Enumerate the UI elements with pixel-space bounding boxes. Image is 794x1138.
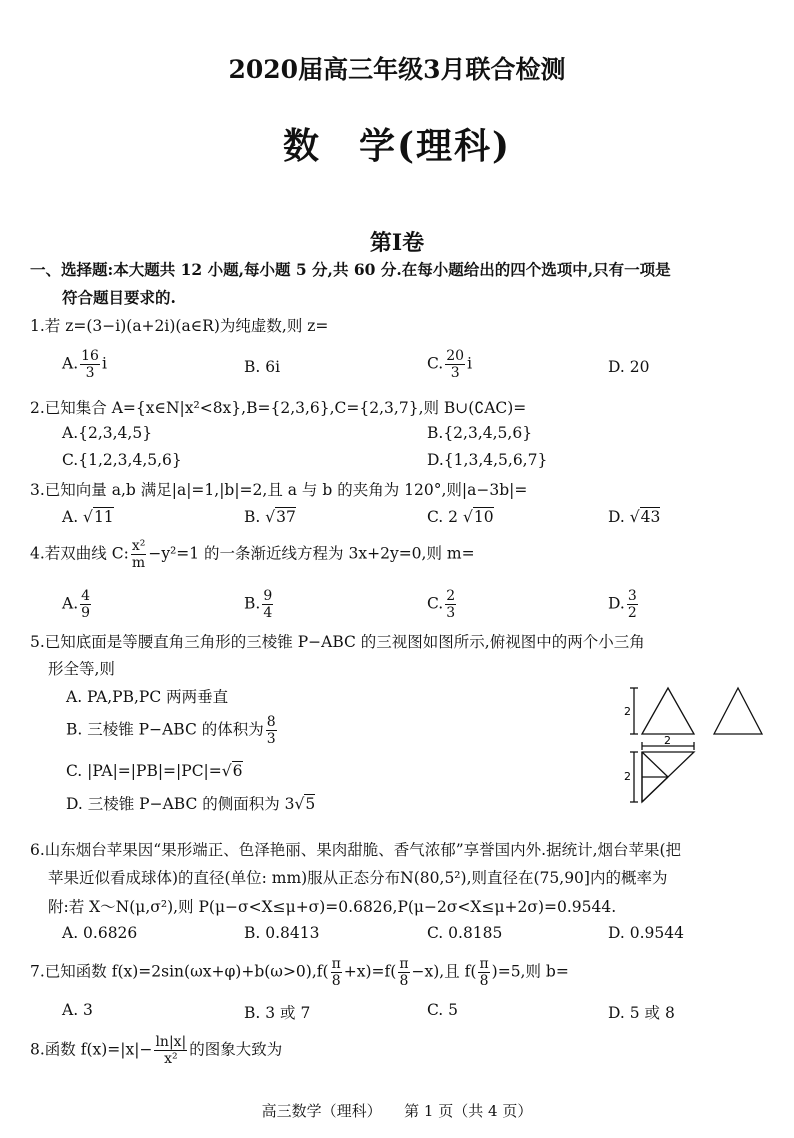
question-6-option-d: D. 0.9544 — [608, 924, 684, 942]
question-7-option-a: A. 3 — [62, 1001, 93, 1019]
question-5-option-b: B. 三棱锥 P−ABC 的体积为 $\frac{8}{3}$ — [66, 714, 276, 747]
question-4-option-d: D. $\frac{3}{2}$ — [608, 588, 637, 621]
question-2-option-b: B.{2,3,4,5,6} — [427, 424, 533, 442]
subject-title: 数 学(理科) — [282, 125, 512, 167]
top-view-width-label: 2 — [664, 734, 671, 747]
page-footer: 高三数学（理科） 第 1 页（共 4 页） — [261, 1102, 533, 1120]
question-2-option-a: A.{2,3,4,5} — [62, 424, 153, 442]
question-7-option-b: B. 3 或 7 — [244, 1004, 311, 1022]
exam-title: 2020届高三年级3月联合检测 — [228, 55, 566, 84]
question-2-option-d: D.{1,3,4,5,6,7} — [427, 451, 548, 469]
question-5-option-a: A. PA,PB,PC 两两垂直 — [66, 688, 229, 706]
question-1-option-c: C. $\frac{20}{3}$ i — [427, 348, 473, 381]
question-1-stem: 1.若 z=(3−i)(a+2i)(a∈R)为纯虚数,则 z= — [30, 317, 329, 335]
question-2-option-c: C.{1,2,3,4,5,6} — [62, 451, 182, 469]
question-7-stem: 7.已知函数 f(x)=2sin(ωx+φ)+b(ω>0),f( $\frac{\pi}{8}$ +x)=f( $\frac{\pi}{8}$ −x),且 f( $\frac{\pi}{8}$ )=5,则 b= — [30, 956, 569, 989]
question-5-option-c: C. |PA|=|PB|=|PC|=√6 — [66, 762, 243, 780]
front-view-height-label: 2 — [624, 705, 631, 718]
question-4-option-b: B. $\frac{9}{4}$ — [244, 588, 273, 621]
question-3-option-d: D. √43 — [608, 508, 661, 526]
question-3-option-b: B. √37 — [244, 508, 296, 526]
side-view-triangle — [714, 688, 762, 734]
section-instructions-line2: 符合题目要求的. — [62, 288, 176, 307]
volume-title: 第Ⅰ卷 — [369, 230, 425, 256]
top-view-height-label: 2 — [624, 770, 631, 783]
question-7-option-d: D. 5 或 8 — [608, 1004, 675, 1022]
question-1-option-d: D. 20 — [608, 358, 650, 376]
question-6-line3: 附:若 X～N(μ,σ²),则 P(μ−σ<X≤μ+σ)=0.6826,P(μ−2σ<X≤μ+2σ)=0.9544. — [48, 898, 617, 916]
question-8-stem: 8.函数 f(x)=|x|− $\frac{\ln|x|}{\text{x²}}$ 的图象大致为 — [30, 1034, 283, 1067]
question-5-option-d: D. 三棱锥 P−ABC 的侧面积为 3√5 — [66, 795, 316, 813]
question-3-option-c: C. 2 √10 — [427, 508, 494, 526]
question-6-line1: 6.山东烟台苹果因“果形端正、色泽艳丽、果肉甜脆、香气浓郁”享誉国内外.据统计,烟台苹果(把 — [30, 841, 682, 859]
question-4-option-c: C. $\frac{2}{3}$ — [427, 588, 456, 621]
question-7-option-c: C. 5 — [427, 1001, 459, 1019]
front-view-triangle — [642, 688, 694, 734]
question-1-option-a: A. $\frac{16}{3}$ i — [62, 348, 107, 381]
question-1-option-b: B. 6i — [244, 358, 281, 376]
question-6-option-c: C. 0.8185 — [427, 924, 503, 942]
question-4-stem: 4.若双曲线 C: $\frac{\text{x²}}{m}$ −y²=1 的一条渐近线方程为 3x+2y=0,则 m= — [30, 538, 475, 571]
question-6-option-a: A. 0.6826 — [62, 924, 138, 942]
question-3-option-a: A. √11 — [62, 508, 114, 526]
question-5-stem-line1: 5.已知底面是等腰直角三角形的三棱锥 P−ABC 的三视图如图所示,俯视图中的两个小三角 — [30, 633, 645, 651]
question-4-option-a: A. $\frac{4}{9}$ — [62, 588, 91, 621]
section-instructions-line1: 一、选择题:本大题共 12 小题,每小题 5 分,共 60 分.在每小题给出的四个选项中,只有一项是 — [30, 260, 671, 279]
question-6-option-b: B. 0.8413 — [244, 924, 320, 942]
question-2-stem: 2.已知集合 A={x∈N|x²<8x},B={2,3,6},C={2,3,7},则 B∪(∁AC)= — [30, 399, 527, 417]
three-view-figure — [626, 680, 766, 806]
question-3-stem: 3.已知向量 a,b 满足|a|=1,|b|=2,且 a 与 b 的夹角为 120°,则|a−3b|= — [30, 481, 528, 499]
question-5-stem-line2: 形全等,则 — [48, 660, 115, 678]
question-6-line2: 苹果近似看成球体)的直径(单位: mm)服从正态分布N(80,5²),则直径在(75,90]内的概率为 — [48, 869, 668, 887]
